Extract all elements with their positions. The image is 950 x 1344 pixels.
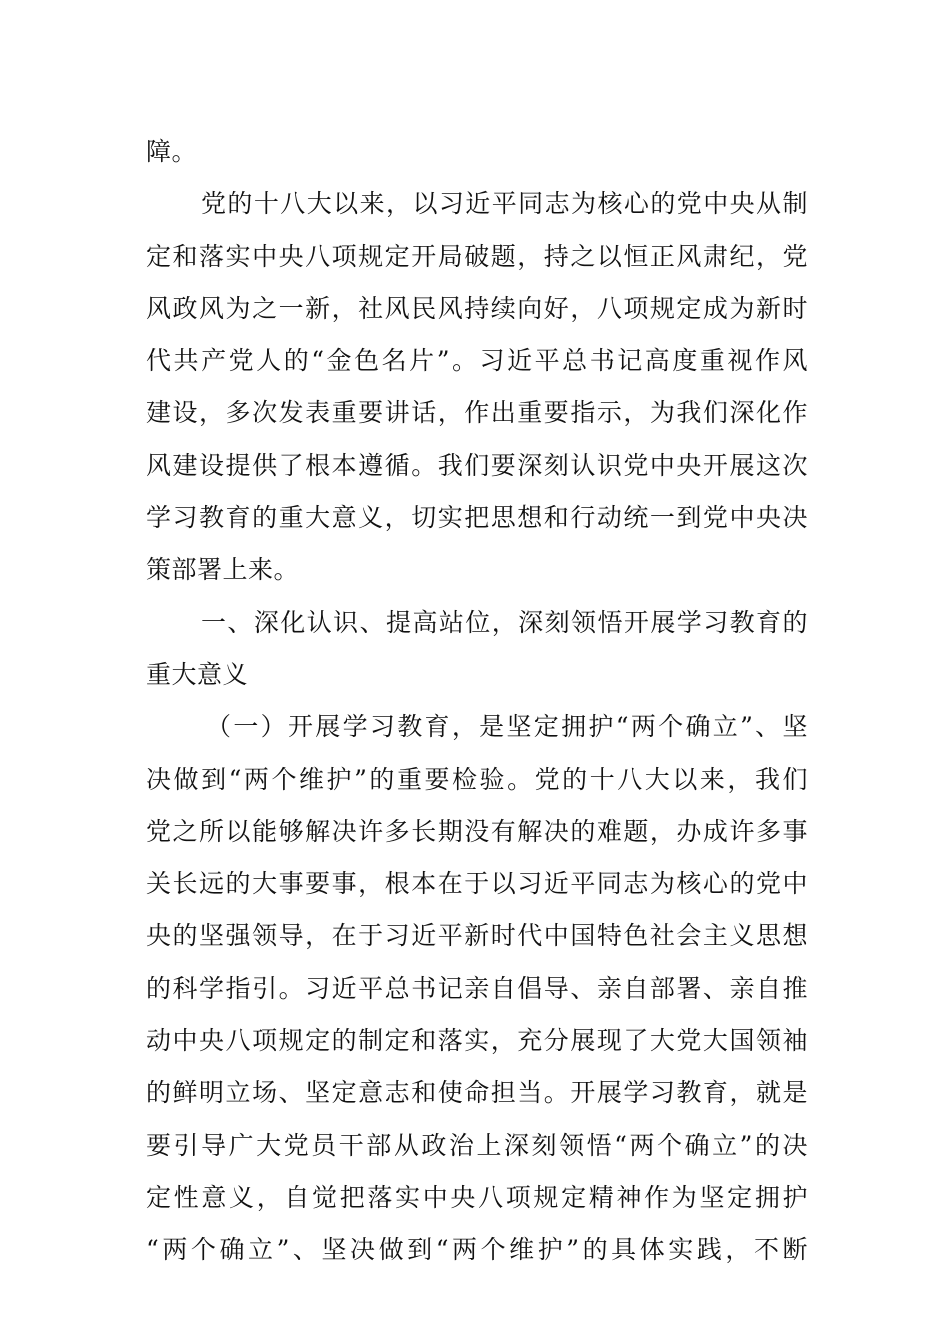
paragraph-line: 建设，多次发表重要讲话，作出重要指示，为我们深化作 bbox=[146, 398, 808, 428]
paragraph-line: 要引导广大党员干部从政治上深刻领悟“两个确立”的决 bbox=[146, 1130, 808, 1160]
paragraph-line: 代共产党人的“金色名片”。习近平总书记高度重视作风 bbox=[146, 346, 808, 376]
paragraph-line: 障。 bbox=[146, 137, 198, 166]
paragraph-line: 定性意义，自觉把落实中央八项规定精神作为坚定拥护 bbox=[146, 1182, 808, 1212]
paragraph-line: 决做到“两个维护”的重要检验。党的十八大以来，我们 bbox=[146, 764, 808, 794]
paragraph-line: “两个确立”、坚决做到“两个维护”的具体实践，不断 bbox=[146, 1235, 808, 1265]
paragraph-line: 风政风为之一新，社风民风持续向好，八项规定成为新时 bbox=[146, 293, 808, 323]
paragraph-line: （一）开展学习教育，是坚定拥护“两个确立”、坚 bbox=[206, 712, 808, 742]
paragraph-line: 党之所以能够解决许多长期没有解决的难题，办成许多事 bbox=[146, 816, 808, 846]
section-heading-line: 一、深化认识、提高站位，深刻领悟开展学习教育的 bbox=[201, 607, 808, 637]
paragraph-line: 风建设提供了根本遵循。我们要深刻认识党中央开展这次 bbox=[146, 450, 808, 480]
paragraph-line: 定和落实中央八项规定开局破题，持之以恒正风肃纪，党 bbox=[146, 241, 808, 271]
document-page bbox=[146, 126, 808, 1277]
paragraph-line: 关长远的大事要事，根本在于以习近平同志为核心的党中 bbox=[146, 869, 808, 899]
paragraph-line: 的鲜明立场、坚定意志和使命担当。开展学习教育，就是 bbox=[146, 1078, 808, 1108]
paragraph-line: 学习教育的重大意义，切实把思想和行动统一到党中央决 bbox=[146, 503, 808, 533]
paragraph-line: 的科学指引。习近平总书记亲自倡导、亲自部署、亲自推 bbox=[146, 973, 808, 1003]
paragraph-line: 央的坚强领导，在于习近平新时代中国特色社会主义思想 bbox=[146, 921, 808, 951]
paragraph-line: 党的十八大以来，以习近平同志为核心的党中央从制 bbox=[201, 189, 808, 219]
paragraph-line: 策部署上来。 bbox=[146, 555, 300, 585]
paragraph-line: 动中央八项规定的制定和落实，充分展现了大党大国领袖 bbox=[146, 1026, 808, 1056]
section-heading-line: 重大意义 bbox=[146, 659, 249, 689]
